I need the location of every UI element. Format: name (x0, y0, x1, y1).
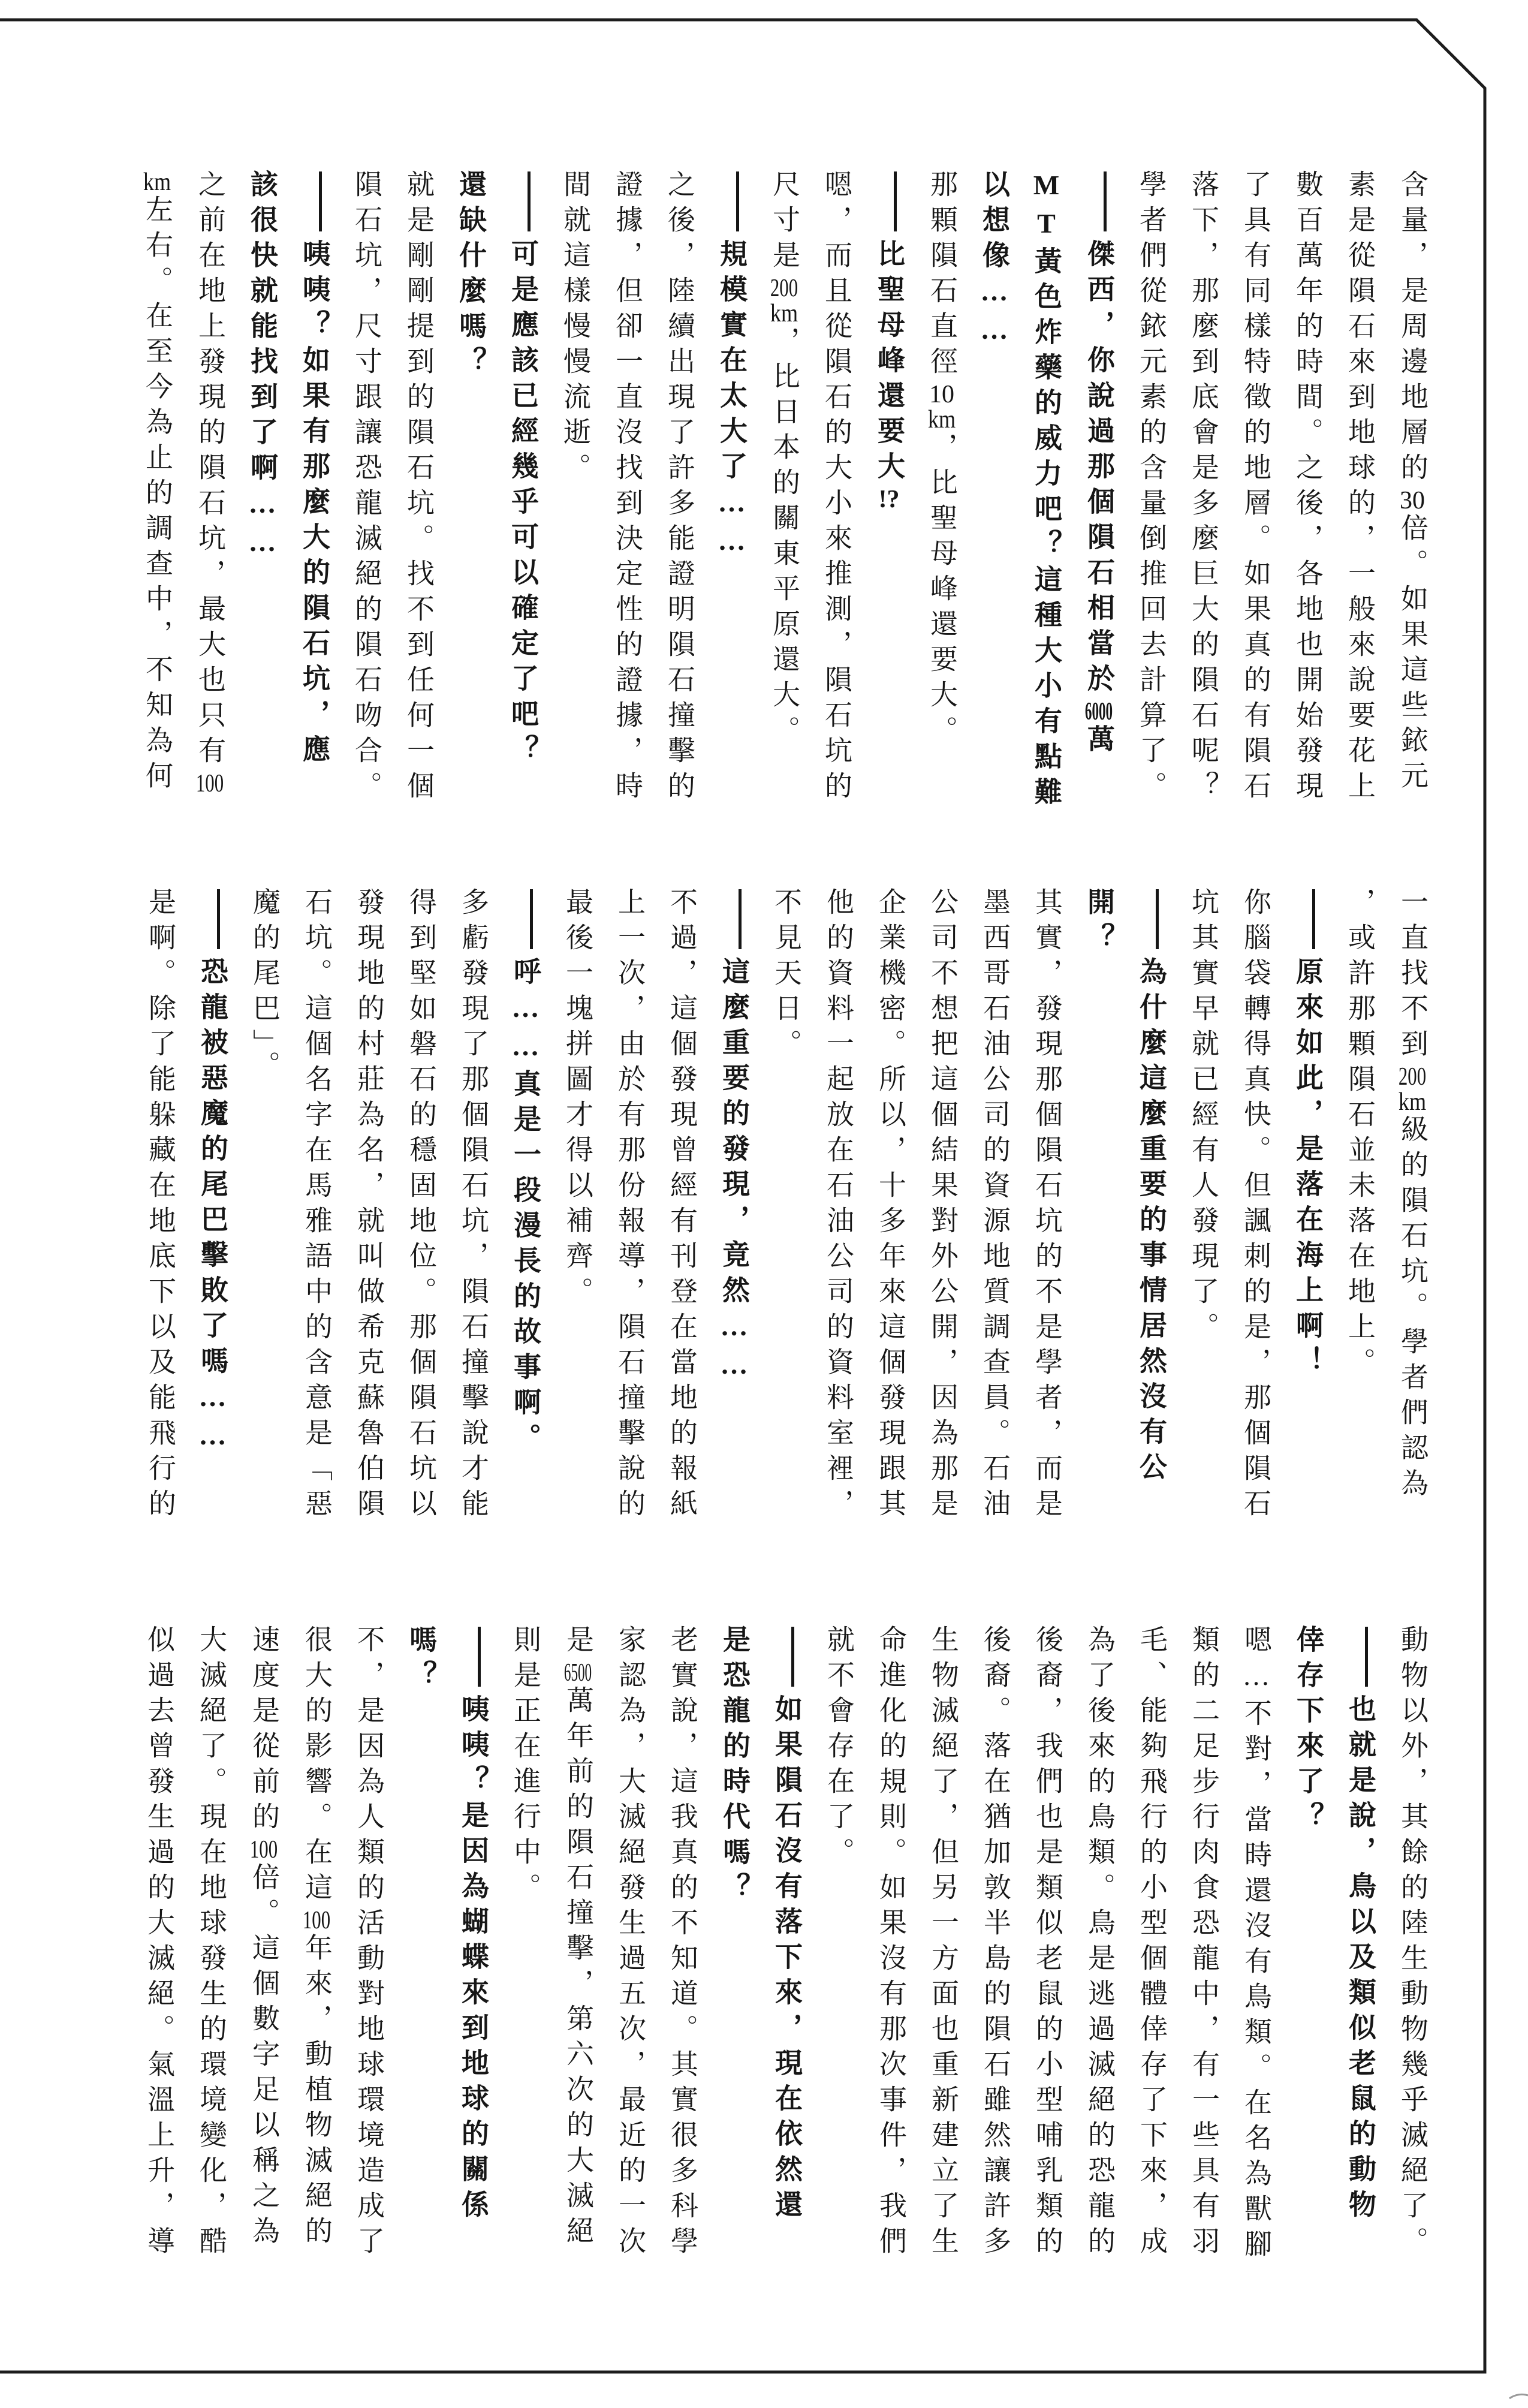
text-column: 魔的尾巴」。 (249, 887, 280, 1086)
dialogue-dash (791, 1627, 794, 1687)
dialogue-question-column: 開？ (1084, 887, 1114, 958)
text-column: 間就這樣慢慢流逝。 (560, 170, 590, 488)
text-column: 墨西哥石油公司的資源地質調查員。石油 (980, 887, 1010, 1524)
dialogue-question-column: 呼……真是一段漫長的故事啊。 (499, 887, 551, 1532)
text-column: 了具有同樣特徵的地層。如果真的有隕石 (1240, 170, 1271, 806)
horizontal-number-in-vertical-text: 10 (929, 382, 954, 407)
dialogue-dash (528, 171, 531, 231)
text-column: 落下，那麼到底會是多麼巨大的隕石呢？ (1188, 170, 1219, 806)
text-column: 就不會存在了。 (824, 1625, 854, 1873)
text-column: 含量，是周邊地層的30倍。如果這些銥元 (1397, 170, 1428, 796)
dialogue-dash (739, 889, 742, 949)
dialogue-dash (1104, 171, 1107, 231)
text-column: 是啊。除了能躲藏在地底下以及能飛行的 (145, 887, 176, 1524)
dialogue-question-column: 還缺什麼嗎？ (456, 170, 486, 382)
text-column: 老實說，這我真的不知道。其實很多科學 (667, 1625, 698, 2262)
text-band-bottom (135, 1625, 1439, 2269)
text-column: 證據，但卻一直沒找到決定性的證據，時 (612, 170, 643, 806)
horizontal-number-in-vertical-text: 200 (1398, 1064, 1427, 1089)
text-column: 你腦袋轉得真快。但諷刺的是，那個隕石 (1240, 887, 1271, 1524)
text-column: 很大的影響。在這100年來，動植物滅絕的 (302, 1625, 332, 2252)
text-column: 為了後來的鳥類。鳥是逃過滅絕的恐龍的 (1084, 1625, 1115, 2262)
text-column: 發現地的村莊為名，就叫做希克蘇魯伯隕 (354, 887, 384, 1524)
horizontal-number-in-vertical-text: km (143, 170, 171, 195)
horizontal-number-in-vertical-text: 100 (302, 1908, 331, 1933)
text-column: 素是從隕石來到地球的，一般來說要花上 (1345, 170, 1375, 806)
dialogue-question-column: 為什麼這麼重要的事情居然沒有公 (1125, 887, 1177, 1532)
horizontal-number-in-vertical-text: km (927, 407, 956, 432)
text-column: 尺寸是200km，比日本的關東平原還大。 (769, 170, 800, 751)
dialogue-dash (478, 1627, 481, 1687)
dialogue-dash (217, 889, 220, 949)
dialogue-question-column: 倖存下來了？ (1293, 1625, 1324, 1837)
dialogue-dash (894, 171, 897, 231)
text-band-middle (135, 887, 1439, 1532)
text-column: 不過，這個發現曾經有刊登在當地的報紙 (667, 887, 697, 1524)
text-column: 公司不想把這個結果對外公開，因為那是 (927, 887, 958, 1524)
text-column: 動物以外，其餘的陸生動物幾乎滅絕了。 (1397, 1625, 1428, 2262)
dialogue-question-column: 是恐龍的時代嗎？ (719, 1625, 750, 1908)
text-column: 隕石坑，尺寸跟讓恐龍滅絕的隕石吻合。 (351, 170, 382, 806)
text-column: 是6500萬年前的隕石撞擊，第六次的大滅絕 (563, 1625, 593, 2252)
text-column: 嗯，而且從隕石的大小來推測，隕石坑的 (821, 170, 852, 806)
dialogue-question-column: 該很快就能找到了啊…… (247, 170, 278, 565)
text-column: 嗯…不對，當時還沒有鳥類。在名為獸腳 (1241, 1625, 1271, 2265)
dialogue-question-column: 這麼重要的發現，竟然…… (708, 887, 760, 1532)
text-band-top (135, 170, 1439, 814)
horizontal-number-in-vertical-text: 200 (770, 276, 798, 301)
text-column: 之前在地上發現的隕石坑，最大也只有100 (195, 170, 225, 796)
dialogue-question-column: 原來如此，是落在海上啊！ (1282, 887, 1334, 1532)
dialogue-dash (530, 889, 533, 949)
dialogue-question-column: 比聖母峰還要大!? (863, 170, 915, 814)
text-column: 生物滅絕了，但另一方面也重新建立了生 (928, 1625, 959, 2262)
text-column: 類的二足步行肉食恐龍中，有一些具有羽 (1189, 1625, 1219, 2262)
text-column: 似過去曾發生過的大滅絕。氣溫上升，導 (144, 1625, 174, 2262)
text-column: 得到堅如磐石的穩固地位。那個隕石坑以 (406, 887, 436, 1524)
dialogue-question-column: 可是應該已經幾乎可以確定了吧？ (497, 170, 549, 814)
text-column: 數百萬年的時間。之後，各地也開始發現 (1292, 170, 1323, 806)
dialogue-dash (1156, 889, 1159, 949)
text-column: 後裔。落在猶加敦半島的隕石雖然讓許多 (980, 1625, 1011, 2262)
dialogue-question-column: MT黃色炸藥的威力吧？這種大小有點難 (1031, 170, 1062, 812)
horizontal-number-in-vertical-text: km (1398, 1089, 1427, 1115)
text-column: 家認為，大滅絕發生過五次，最近的一次 (615, 1625, 646, 2262)
dialogue-dash (1312, 889, 1315, 949)
text-column: 不見天日。 (771, 887, 801, 1064)
text-column: 石坑。這個名字在馬雅語中的含意是「惡 (302, 887, 332, 1524)
text-column: 一直找不到200km級的隕石坑。學者們認為 (1397, 887, 1428, 1504)
dialogue-question-column: 以想像…… (979, 170, 1009, 353)
dialogue-dash (319, 171, 322, 231)
text-column: 多虧發現了那個隕石坑，隕石撞擊說才能 (458, 887, 489, 1524)
horizontal-number-in-vertical-text: 6000 (1084, 699, 1113, 724)
dialogue-dash (1365, 1627, 1368, 1687)
page-curl-mark (1509, 2394, 1528, 2398)
dialogue-question-column: 規模實在太大了…… (706, 170, 758, 814)
text-column: 企業機密。所以，十多年來這個發現跟其 (875, 887, 906, 1524)
text-column: 其實，發現那個隕石坑的不是學者，而是 (1032, 887, 1062, 1524)
dialogue-question-column: 咦咦？是因為蝴蝶來到地球的關係 (447, 1625, 499, 2269)
horizontal-number-in-vertical-text: !? (878, 487, 900, 512)
text-column: ，或許那顆隕石並未落在地上。 (1345, 887, 1375, 1383)
text-column: 則是正在進行中。 (510, 1625, 541, 1908)
dialogue-dash (736, 171, 739, 231)
text-column: 最後一塊拼圖才得以補齊。 (562, 887, 593, 1312)
dialogue-question-column: 傑西，你說過那個隕石相當於6000萬 (1072, 170, 1125, 814)
dialogue-question-column: 嗎？ (406, 1625, 436, 1696)
text-column: 上一次，由於有那份報導，隕石撞擊說的 (614, 887, 645, 1524)
horizontal-number-in-vertical-text: 100 (249, 1837, 278, 1862)
text-column: 速度是從前的100倍。這個數字足以稱之為 (249, 1625, 279, 2252)
text-column: 之後，陸續出現了許多能證明隕石撞擊的 (664, 170, 695, 806)
dialogue-question-column: 恐龍被惡魔的尾巴擊敗了嗎…… (186, 887, 239, 1532)
text-column: 後裔，我們也是類似老鼠的小型哺乳類的 (1032, 1625, 1063, 2262)
text-column: 不，是因為人類的活動對地球環境造成了 (354, 1625, 384, 2262)
dialogue-question-column: 如果隕石沒有落下來，現在依然還 (761, 1625, 813, 2269)
text-column: 大滅絕了。現在地球發生的環境變化，酷 (196, 1625, 227, 2262)
text-column: 那顆隕石直徑10km，比聖母峰還要大。 (927, 170, 957, 751)
text-column: 他的資料一起放在石油公司的資料室裡， (823, 887, 854, 1524)
text-column: 命進化的規則。如果沒有那次事件，我們 (876, 1625, 906, 2262)
text-column: 坑其實早就已經有人發現了。 (1188, 887, 1219, 1347)
dialogue-question-column: 咦咦？如果有那麼大的隕石坑，應 (288, 170, 340, 814)
horizontal-number-in-vertical-text: 6500 (563, 1660, 592, 1685)
dialogue-question-column: 也就是說，鳥以及類似老鼠的動物 (1334, 1625, 1387, 2269)
text-column: 毛、能夠飛行的小型個體倖存了下來，成 (1137, 1625, 1167, 2262)
text-column: 學者們從銥元素的含量倒推回去計算了。 (1136, 170, 1167, 806)
horizontal-number-in-vertical-text: 100 (195, 771, 224, 796)
horizontal-number-in-vertical-text: 30 (1400, 488, 1425, 513)
text-column: 就是剛剛提到的隕石坑。找不到任何一個 (403, 170, 434, 806)
horizontal-number-in-vertical-text: km (770, 301, 798, 326)
text-column: km左右。在至今為止的調查中，不知為何 (142, 170, 173, 796)
